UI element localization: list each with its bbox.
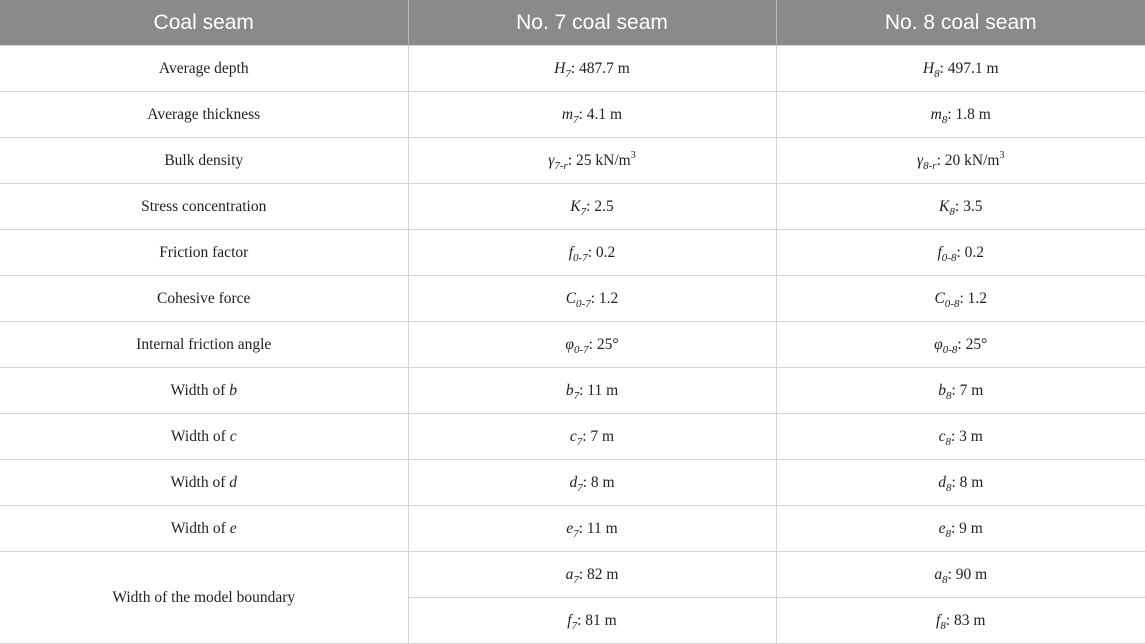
param-label-text: Width of <box>170 473 230 491</box>
param-label <box>0 506 408 552</box>
param-label-text: Stress concentration <box>141 197 267 215</box>
seam7-value <box>408 276 776 322</box>
param-label-text: Width of <box>170 519 230 537</box>
param-label-text: Width of the model boundary <box>112 588 296 606</box>
param-subscript: 0-7 <box>573 251 588 264</box>
param-symbol: c <box>569 427 577 445</box>
param-symbol: C <box>934 289 945 307</box>
param-symbol: H <box>922 59 935 77</box>
param-subscript: 7 <box>573 573 579 586</box>
param-label-text: Average depth <box>158 59 249 77</box>
seam8-value <box>776 552 1145 598</box>
param-label <box>0 368 408 414</box>
param-subscript: 7 <box>576 435 583 448</box>
param-value: : 1.2 <box>959 289 988 307</box>
param-subscript: 0-7 <box>576 297 591 310</box>
param-subscript: 7 <box>580 205 587 218</box>
header-no8-seam: No. 8 coal seam <box>776 0 1145 46</box>
seam7-value <box>408 460 776 506</box>
param-symbol: γ <box>917 151 924 169</box>
table-body <box>0 46 1145 644</box>
param-symbol: φ <box>934 335 943 353</box>
param-value: : 25° <box>588 335 619 353</box>
param-subscript: 8-r <box>923 159 937 172</box>
param-symbol: K <box>570 197 581 215</box>
param-value: : 8 m <box>951 473 984 491</box>
seam8-value <box>776 322 1145 368</box>
param-symbol: f <box>567 611 572 629</box>
param-subscript: 0-8 <box>944 297 960 310</box>
table-row <box>0 92 1145 138</box>
table-row <box>0 322 1145 368</box>
param-label <box>0 414 408 460</box>
seam7-value <box>408 552 776 598</box>
param-symbol: d <box>938 473 946 491</box>
param-value: : 487.7 m <box>570 59 630 77</box>
param-label <box>0 276 408 322</box>
param-superscript: 3 <box>630 149 636 161</box>
param-label <box>0 138 408 184</box>
table-row <box>0 460 1145 506</box>
param-label-symbol: e <box>229 519 237 537</box>
param-value: : 82 m <box>578 565 619 583</box>
param-subscript: 0-7 <box>574 343 589 356</box>
param-subscript: 7 <box>573 113 579 126</box>
param-label-symbol: c <box>229 427 237 445</box>
param-symbol: c <box>938 427 946 445</box>
seam8-value <box>776 276 1145 322</box>
param-label <box>0 552 408 644</box>
param-symbol: d <box>569 473 578 491</box>
seam7-value <box>408 230 776 276</box>
param-subscript: 8 <box>945 435 951 448</box>
param-superscript: 3 <box>999 149 1005 161</box>
table-row <box>0 552 1145 598</box>
seam8-value <box>776 598 1145 644</box>
seam8-value <box>776 230 1145 276</box>
param-value: : 83 m <box>945 611 986 629</box>
param-value: : 1.8 m <box>947 105 991 123</box>
param-value: : 7 m <box>951 381 984 399</box>
param-subscript: 8 <box>942 573 948 586</box>
param-subscript: 0-8 <box>942 343 958 356</box>
param-symbol: f <box>937 243 942 261</box>
seam7-value <box>408 92 776 138</box>
param-symbol: f <box>568 243 574 261</box>
seam7-value <box>408 368 776 414</box>
param-value: : 3.5 <box>954 197 983 215</box>
param-value: : 11 m <box>579 381 619 399</box>
param-label-text: Friction factor <box>159 243 249 261</box>
param-value: : 4.1 m <box>578 105 623 123</box>
param-value: : 497.1 m <box>939 59 999 77</box>
seam7-value <box>408 184 776 230</box>
seam7-value <box>408 506 776 552</box>
table-row <box>0 368 1145 414</box>
param-symbol: b <box>938 381 946 399</box>
table-row <box>0 230 1145 276</box>
seam7-value <box>408 598 776 644</box>
param-symbol: φ <box>565 335 574 353</box>
param-subscript: 7 <box>577 481 583 494</box>
param-value: : 25 kN/m <box>567 151 631 169</box>
param-label <box>0 92 408 138</box>
param-value: : 90 m <box>947 565 988 583</box>
seam8-value <box>776 138 1145 184</box>
param-label <box>0 184 408 230</box>
param-symbol: m <box>930 105 942 123</box>
seam8-value <box>776 414 1145 460</box>
param-label-symbol: b <box>229 381 238 399</box>
table-row <box>0 138 1145 184</box>
param-subscript: 8 <box>945 389 952 402</box>
table-row <box>0 414 1145 460</box>
param-label-text: Average thickness <box>147 105 261 123</box>
param-symbol: e <box>938 519 946 537</box>
seam8-value <box>776 460 1145 506</box>
seam7-value <box>408 138 776 184</box>
param-value: : 25° <box>957 335 988 353</box>
param-symbol: K <box>939 197 950 215</box>
param-subscript: 8 <box>940 619 946 632</box>
param-subscript: 0-8 <box>941 251 957 264</box>
param-value: : 8 m <box>582 473 615 491</box>
param-subscript: 8 <box>934 67 940 80</box>
param-symbol: e <box>566 519 574 537</box>
param-subscript: 8 <box>941 113 948 126</box>
param-label <box>0 230 408 276</box>
header-no7-seam: No. 7 coal seam <box>408 0 776 46</box>
param-symbol: a <box>934 565 943 583</box>
seam8-value <box>776 92 1145 138</box>
seam7-value <box>408 46 776 92</box>
param-subscript: 8 <box>945 527 951 540</box>
param-value: : 2.5 <box>586 197 614 215</box>
param-value: : 1.2 <box>590 289 619 307</box>
seam8-value <box>776 506 1145 552</box>
param-label-text: Width of <box>170 427 230 445</box>
param-label-text: Width of <box>170 381 230 399</box>
seam7-value <box>408 322 776 368</box>
param-value: : 7 m <box>582 427 615 445</box>
param-label <box>0 322 408 368</box>
param-label-symbol: d <box>229 473 238 491</box>
param-subscript: 7-r <box>554 159 568 172</box>
param-symbol: C <box>565 289 577 307</box>
param-value: : 11 m <box>578 519 618 537</box>
seam8-value <box>776 46 1145 92</box>
param-symbol: f <box>936 611 941 629</box>
param-label-text: Bulk density <box>164 151 244 169</box>
param-symbol: a <box>565 565 574 583</box>
table-row <box>0 506 1145 552</box>
param-symbol: H <box>554 59 566 77</box>
param-symbol: m <box>561 105 574 123</box>
param-subscript: 7 <box>573 527 579 540</box>
param-subscript: 8 <box>945 481 952 494</box>
seam8-value <box>776 368 1145 414</box>
param-label-text: Cohesive force <box>157 289 251 307</box>
param-label <box>0 460 408 506</box>
param-value: : 0.2 <box>587 243 616 261</box>
header-coal-seam: Coal seam <box>0 0 408 46</box>
param-label <box>0 46 408 92</box>
table-row <box>0 184 1145 230</box>
param-label-text: Internal friction angle <box>136 335 272 353</box>
param-subscript: 8 <box>949 205 955 218</box>
param-value: : 81 m <box>577 611 617 629</box>
param-value: : 20 kN/m <box>936 151 1000 169</box>
param-symbol: γ <box>548 151 555 169</box>
param-symbol: b <box>565 381 574 399</box>
seam7-value <box>408 414 776 460</box>
seam8-value <box>776 184 1145 230</box>
param-value: : 9 m <box>951 519 983 537</box>
table-row <box>0 46 1145 92</box>
param-value: : 0.2 <box>956 243 985 261</box>
header-row <box>0 0 1145 46</box>
param-subscript: 7 <box>565 67 571 80</box>
param-subscript: 7 <box>571 619 578 632</box>
table-row <box>0 276 1145 322</box>
param-subscript: 7 <box>573 389 580 402</box>
param-value: : 3 m <box>951 427 983 445</box>
